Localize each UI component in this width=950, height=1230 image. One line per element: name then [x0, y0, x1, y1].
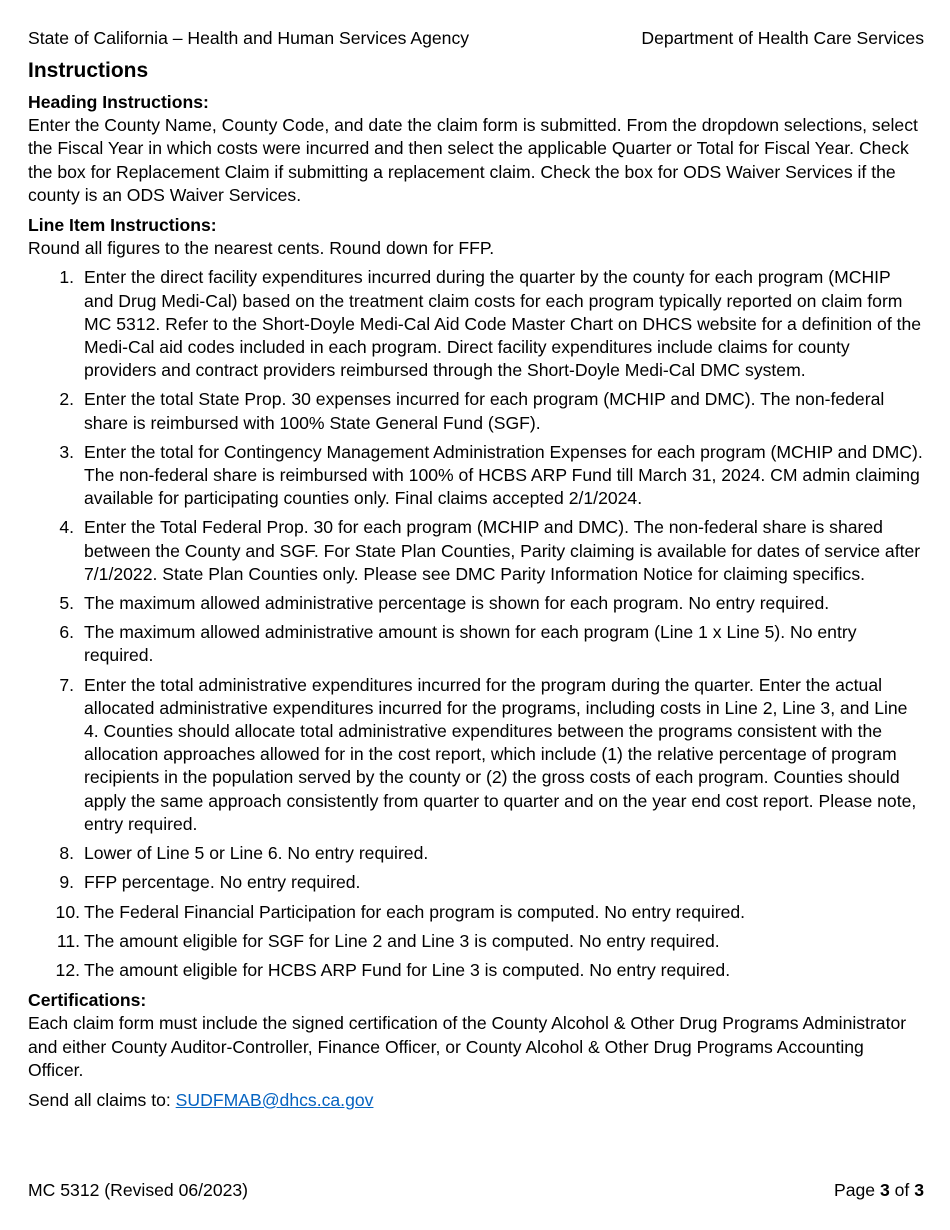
send-claims-line: [28, 1089, 924, 1112]
list-number: 10.: [55, 901, 80, 922]
list-text: Enter the direct facility expenditures incurred during the quarter by the county for each program (MCHIP and Drug Medi-Cal) based on the treatment claim costs for each program typically reported on claim form MC 5312. Refer to the Short-Doyle Medi-Cal Aid Code Master Chart on DHCS website for a definition of the Medi-Cal aid codes included in each program. Direct facility expenditures include claims for county providers and contract providers reimbursed through the Short-Doyle Medi-Cal DMC system.: [84, 267, 922, 381]
list-number: 7.: [59, 674, 74, 695]
line-item-instructions-label: Line Item Instructions:: [28, 215, 217, 236]
email-link[interactable]: SUDFMAB@dhcs.ca.gov: [175, 1089, 374, 1110]
instructions-body: [28, 91, 924, 1112]
list-item: [28, 930, 924, 953]
list-text: The amount eligible for HCBS ARP Fund for Line 3 is computed. No entry required.: [84, 959, 731, 980]
list-number: 6.: [59, 622, 74, 643]
list-number: 4.: [59, 517, 74, 538]
heading-instructions-text: Enter the County Name, County Code, and date the claim form is submitted. From the dropdown selections, select the Fiscal Year in which costs were incurred and then select the applicable Quarter or Total for Fiscal Year. Check the box for Replacement Claim if submitting a replacement claim. Check the box for ODS Waiver Services if the county is an ODS Waiver Services.: [28, 115, 918, 205]
department-name: Department of Health Care Services: [641, 28, 924, 48]
page-header: [28, 27, 924, 50]
page-title: Instructions: [28, 59, 149, 82]
page-total: 3: [914, 1180, 924, 1200]
list-item: [28, 842, 924, 865]
page-footer: [28, 1179, 924, 1202]
list-item: [28, 901, 924, 924]
list-number: 9.: [59, 872, 74, 893]
list-number: 8.: [59, 843, 74, 864]
list-number: 2.: [59, 389, 74, 410]
agency-name: State of California – Health and Human Services Agency: [28, 28, 470, 48]
list-number: 11.: [56, 930, 80, 951]
list-number: 1.: [59, 267, 74, 288]
form-revision: MC 5312 (Revised 06/2023): [28, 1180, 249, 1200]
list-item: [28, 266, 924, 382]
list-text: Lower of Line 5 or Line 6. No entry required.: [84, 843, 429, 864]
certifications-label: Certifications:: [28, 990, 147, 1011]
certifications-text: Each claim form must include the signed certification of the County Alcohol & Other Drug Programs Administrator and either County Auditor-Controller, Finance Officer, or County Alcohol & Other Drug Programs Accounting Officer.: [28, 1013, 907, 1080]
list-item: [28, 621, 924, 667]
send-claims-prefix: Send all claims to:: [28, 1089, 176, 1110]
list-text: The maximum allowed administrative percentage is shown for each program. No entry required.: [84, 593, 830, 614]
list-item: [28, 871, 924, 894]
list-text: The maximum allowed administrative amount is shown for each program (Line 1 x Line 5). No entry required.: [84, 622, 857, 666]
list-item: [28, 592, 924, 615]
list-text: Enter the Total Federal Prop. 30 for each program (MCHIP and DMC). The non-federal share is shared between the County and SGF. For State Plan Counties, Parity claiming is available for dates of service after 7/1/2022. State Plan Counties only. Please see DMC Parity Information Notice for claiming specifics.: [84, 517, 921, 584]
of-word: of: [889, 1180, 915, 1200]
list-item: [28, 959, 924, 982]
list-text: Enter the total State Prop. 30 expenses incurred for each program (MCHIP and DMC). The non-federal share is reimbursed with 100% State General Fund (SGF).: [84, 389, 885, 433]
list-text: Enter the total for Contingency Management Administration Expenses for each program (MCHIP and DMC). The non-federal share is reimbursed with 100% of HCBS ARP Fund till March 31, 2024. CM admin claiming available for participating counties only. Final claims accepted 2/1/2024.: [84, 441, 923, 509]
list-text: The Federal Financial Participation for each program is computed. No entry required.: [84, 901, 746, 922]
list-text: The amount eligible for SGF for Line 2 and Line 3 is computed. No entry required.: [84, 930, 720, 951]
line-item-intro: Round all figures to the nearest cents. Round down for FFP.: [28, 238, 495, 259]
list-number: 3.: [59, 441, 74, 462]
list-text: FFP percentage. No entry required.: [84, 872, 361, 893]
page-indicator: [834, 1179, 924, 1202]
list-text: Enter the total administrative expenditures incurred for the program during the quarter. Enter the actual allocated administrative expenditures incurred for the programs, including costs in Line 2, Line 3, and Line 4. Counties should allocate total administrative expenditures between the programs consistent with the allocation approaches allowed for in the cost report, which include (1) the relative percentage of program recipients in the population served by the county or (2) the gross costs of each program. Counties should apply the same approach consistently from quarter to quarter and on the year end cost report. Please note, entry required.: [84, 674, 917, 834]
heading-instructions-label: Heading Instructions:: [28, 92, 209, 112]
list-number: 12.: [55, 959, 80, 980]
list-item: [28, 674, 924, 836]
page-number: 3: [879, 1180, 890, 1200]
list-item: [28, 516, 924, 586]
list-item: [28, 441, 924, 511]
list-item: [28, 388, 924, 434]
line-item-list: [28, 266, 924, 982]
list-number: 5.: [59, 593, 74, 614]
page-word: Page: [833, 1180, 880, 1200]
